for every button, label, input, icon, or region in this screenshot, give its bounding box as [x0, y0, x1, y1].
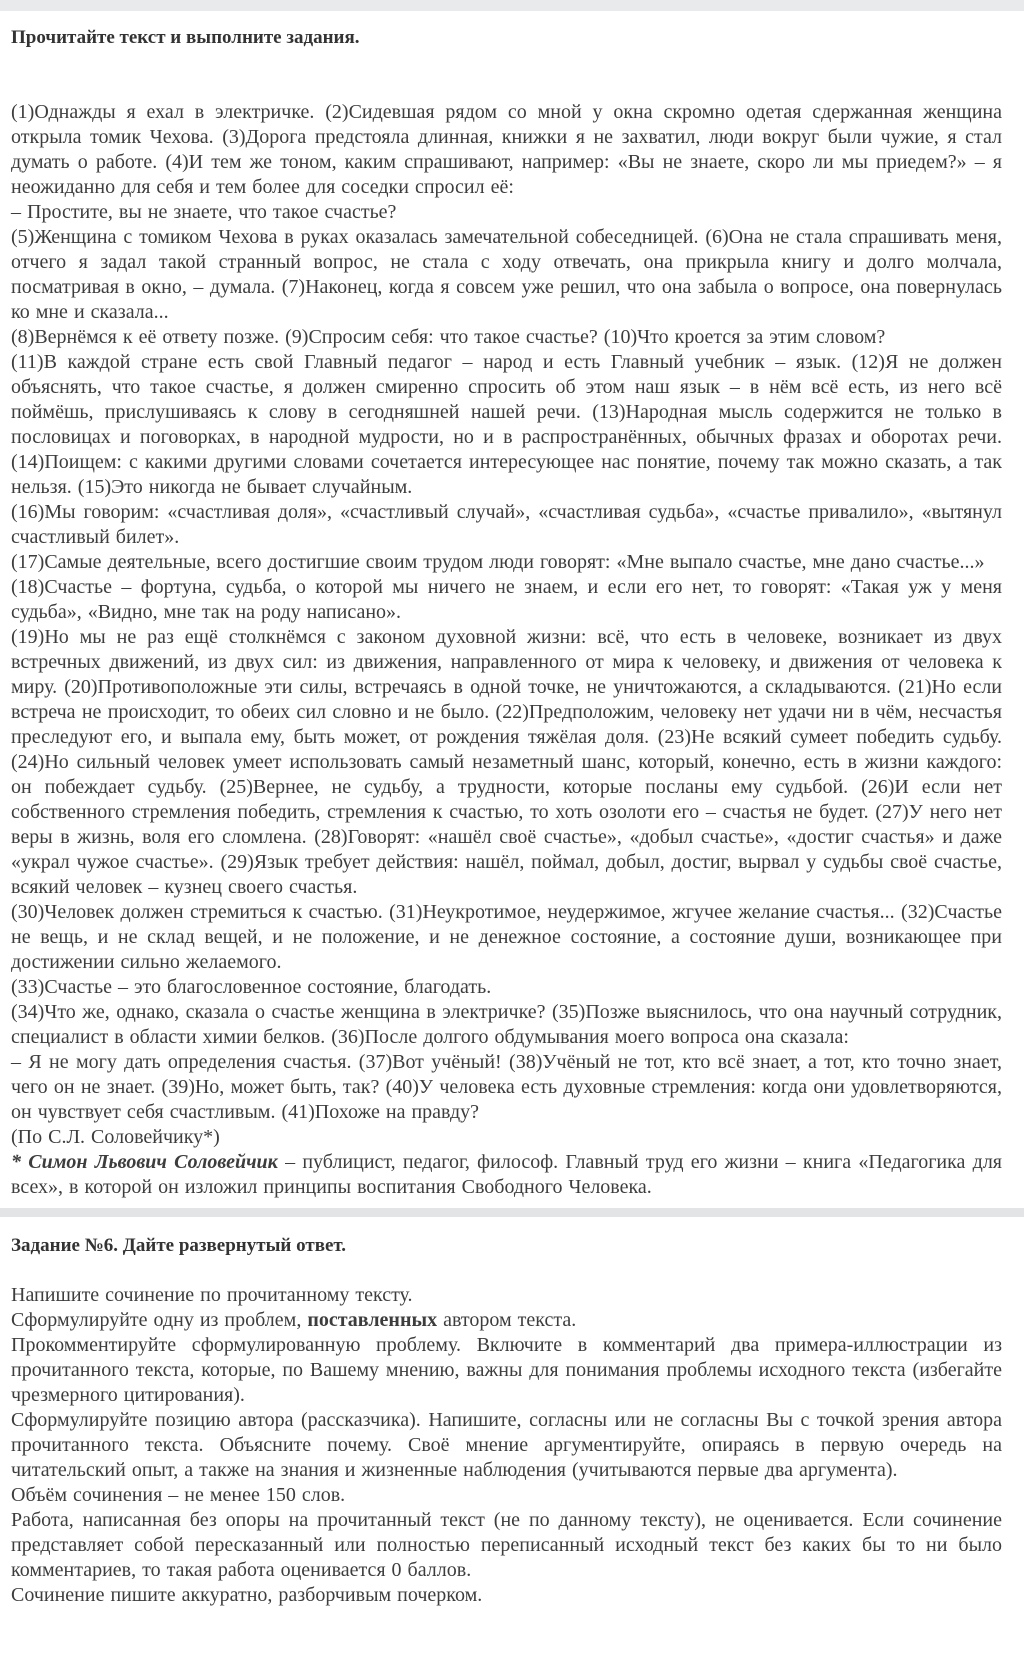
instruction-paragraph: Объём сочинения – не менее 150 слов.	[11, 1484, 346, 1506]
text-paragraph: (30)Человек должен стремиться к счастью. (31)Неукротимое, неудержимое, жгучее желание счастья... (32)Счастье не вещь, и не склад вещей, и не положение, и не денежное состояние, а состояние души, возникающее при достижении сильно желаемого.	[11, 901, 1002, 973]
dialogue-line: – Я не могу дать определения счастья. (37)Вот учёный! (38)Учёный не тот, кто всё знает, а тот, кто точно знает, чего он не знает. (39)Но, может быть, так? (40)У человека есть духовные стремления: когда они удовлетворяются, он чувствует себя счастливым. (41)Похоже на правду?	[11, 1051, 1002, 1123]
task-heading: Задание №6. Дайте развернутый ответ.	[11, 1235, 347, 1256]
essay-instructions	[0, 1283, 1024, 1653]
text-paragraph: (1)Однажды я ехал в электричке. (2)Сидевшая рядом со мной у окна скромно одетая сдержанная женщина открыла томик Чехова. (3)Дорога предстояла длинная, книжки я не захватил, люди вокруг были чужие, я стал думать о работе. (4)И тем же тоном, каким спрашивают, например: «Вы не знаете, скоро ли мы приедем?» – я неожиданно для себя и тем более для соседки спросил её:	[11, 101, 1002, 198]
reading-text	[0, 100, 1024, 1200]
instruction-paragraph: Работа, написанная без опоры на прочитанный текст (не по данному тексту), не оценивается. Если сочинение представляет собой пересказанный или полностью переписанный исходный текст без каких бы то ни было комментариев, то такая работа оценивается 0 баллов.	[11, 1509, 1002, 1581]
instruction-paragraph: Сформулируйте одну из проблем, поставленных автором текста.	[11, 1309, 577, 1331]
footnote	[11, 1150, 1002, 1200]
footnote-author-name: Симон Львович Соловейчик	[28, 1151, 278, 1173]
text-paragraph: (17)Самые деятельные, всего достигшие своим трудом люди говорят: «Мне выпало счастье, мне дано счастье...»	[11, 551, 985, 573]
instruction-paragraph: Прокомментируйте сформулированную проблему. Включите в комментарий два примера-иллюстрации из прочитанного текста, которые, по Вашему мнению, важны для понимания проблемы исходного текста (избегайте чрезмерного цитирования).	[11, 1334, 1002, 1406]
top-divider-bar	[0, 0, 1024, 11]
text-paragraph: (19)Но мы не раз ещё столкнёмся с законом духовной жизни: всё, что есть в человеке, возникает из двух встречных движений, из двух сил: из движения, направленного от мира к человеку, и движения от человека к миру. (20)Противоположные эти силы, встречаясь в одной точке, не уничтожаются, а складываются. (21)Но если встреча не происходит, то обеих сил словно и не было. (22)Предположим, человеку нет удачи ни в чём, несчастья преследуют его, и выпала ему, быть может, от рождения тяжёлая доля. (23)Не всякий сумеет победить судьбу. (24)Но сильный человек умеет использовать самый незаметный шанс, который, конечно, есть в жизни каждого: он побеждает судьбу. (25)Вернее, не судьбу, а трудности, которые посланы ему судьбой. (26)И если нет собственного стремления победить, стремления к счастью, то хоть озолоти его – счастья не будет. (27)У него нет веры в жизнь, воля его сломлена. (28)Говорят: «нашёл своё счастье», «добыл счастье», «достиг счастья» и даже «украл чужое счастье». (29)Язык требует действия: нашёл, поймал, добыл, достиг, вырвал у судьбы своё счастье, всякий человек – кузнец своего счастья.	[11, 626, 1002, 898]
footnote-description: – публицист, педагог, философ. Главный труд его жизни – книга «Педагогика для всех», в которой он изложил принципы воспитания Свободного Человека.	[11, 1151, 1003, 1198]
text-paragraph: (11)В каждой стране есть свой Главный педагог – народ и есть Главный учебник – язык. (12)Я не должен объяснять, что такое счастье, я должен смиренно спросить об этом наш язык – в нём всё есть, из него всё поймёшь, прислушиваясь к слову в сегодняшней нашей речи. (13)Народная мысль содержится не только в пословицах и поговорках, в народной мудрости, но и в распространённых, обычных фразах и оборотах речи. (14)Поищем: с какими другими словами сочетается интересующее нас понятие, почему так можно сказать, а так нельзя. (15)Это никогда не бывает случайным.	[11, 351, 1002, 498]
instruction-paragraph: Напишите сочинение по прочитанному тексту.	[11, 1284, 413, 1306]
dialogue-line: – Простите, вы не знаете, что такое счастье?	[11, 201, 397, 223]
text-paragraph: (5)Женщина с томиком Чехова в руках оказалась замечательной собеседницей. (6)Она не стала спрашивать меня, отчего я задал такой странный вопрос, не стала с ходу отвечать, она прикрыла книгу и долго молчала, посматривая в окно, – думала. (7)Наконец, когда я совсем уже решил, что она забыла о вопросе, она повернулась ко мне и сказала...	[11, 226, 1002, 323]
text-paragraph: (18)Счастье – фортуна, судьба, о которой мы ничего не знаем, и если его нет, то говорят: «Такая уж у меня судьба», «Видно, мне так на роду написано».	[11, 576, 1002, 623]
author-attribution: (По С.Л. Соловейчику*)	[11, 1126, 220, 1148]
text-paragraph: (8)Вернёмся к её ответу позже. (9)Спросим себя: что такое счастье? (10)Что кроется за этим словом?	[11, 326, 886, 348]
page-title: Прочитайте текст и выполните задания.	[11, 27, 360, 48]
instruction-paragraph: Сформулируйте позицию автора (рассказчика). Напишите, согласны или не согласны Вы с точкой зрения автора прочитанного текста. Объясните почему. Своё мнение аргументируйте, опираясь в первую очередь на читательский опыт, а также на знания и жизненные наблюдения (учитываются первые два аргумента).	[11, 1409, 1002, 1481]
section-divider-bar	[0, 1208, 1024, 1217]
instruction-paragraph: Сочинение пишите аккуратно, разборчивым почерком.	[11, 1584, 483, 1606]
document	[0, 26, 1024, 1653]
text-paragraph: (33)Счастье – это благословенное состояние, благодать.	[11, 976, 492, 998]
text-paragraph: (16)Мы говорим: «счастливая доля», «счастливый случай», «счастливая судьба», «счастье привалило», «вытянул счастливый билет».	[11, 501, 1002, 548]
text-paragraph: (34)Что же, однако, сказала о счастье женщина в электричке? (35)Позже выяснилось, что она научный сотрудник, специалист в области химии белков. (36)После долгого обдумывания моего вопроса она сказала:	[11, 1001, 1002, 1048]
footnote-marker: *	[11, 1151, 29, 1173]
